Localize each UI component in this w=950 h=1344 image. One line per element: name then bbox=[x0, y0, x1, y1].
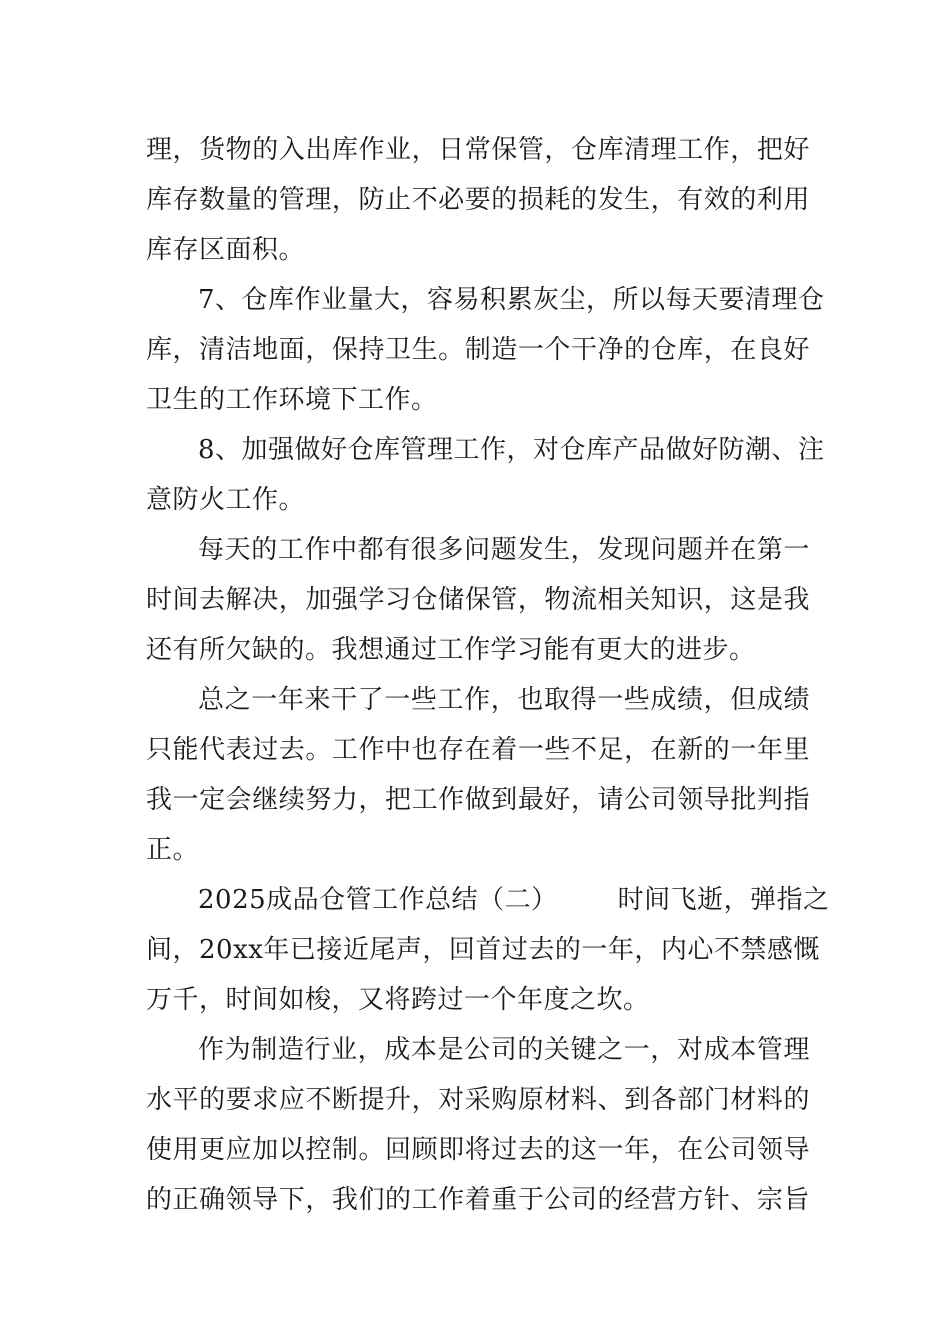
text-line: 理，货物的入出库作业，日常保管，仓库清理工作，把好 bbox=[146, 135, 810, 165]
text-line: 作为制造行业，成本是公司的关键之一，对成本管理 bbox=[198, 1035, 810, 1065]
text-line: 时间去解决，加强学习仓储保管，物流相关知识，这是我 bbox=[146, 585, 810, 615]
text-line: 8、加强做好仓库管理工作，对仓库产品做好防潮、注 bbox=[198, 435, 825, 465]
text-line: 库，清洁地面，保持卫生。制造一个干净的仓库，在良好 bbox=[146, 335, 810, 365]
text-line: 意防火工作。 bbox=[146, 485, 306, 515]
section-heading-line bbox=[198, 880, 830, 920]
text-line: 间，20xx年已接近尾声，回首过去的一年，内心不禁感慨 bbox=[146, 935, 820, 965]
text-line: 卫生的工作环境下工作。 bbox=[146, 385, 438, 415]
text-line: 万千，时间如梭，又将跨过一个年度之坎。 bbox=[146, 985, 650, 1015]
text-line: 库存数量的管理，防止不必要的损耗的发生，有效的利用 bbox=[146, 185, 810, 215]
text-line: 还有所欠缺的。我想通过工作学习能有更大的进步。 bbox=[146, 635, 756, 665]
text-line: 库存区面积。 bbox=[146, 235, 306, 265]
text-line: 每天的工作中都有很多问题发生，发现问题并在第一 bbox=[198, 535, 810, 565]
text-line: 7、仓库作业量大，容易积累灰尘，所以每天要清理仓 bbox=[198, 285, 825, 315]
text-line: 总之一年来干了一些工作，也取得一些成绩，但成绩 bbox=[198, 685, 810, 715]
text-line: 水平的要求应不断提升，对采购原材料、到各部门材料的 bbox=[146, 1085, 810, 1115]
text-line: 使用更应加以控制。回顾即将过去的这一年，在公司领导 bbox=[146, 1135, 810, 1165]
section-heading: 2025成品仓管工作总结（二） bbox=[198, 885, 558, 915]
text-line: 我一定会继续努力，把工作做到最好，请公司领导批判指 bbox=[146, 785, 810, 815]
heading-tail-text: 时间飞逝，弹指之 bbox=[617, 885, 830, 915]
text-line: 只能代表过去。工作中也存在着一些不足，在新的一年里 bbox=[146, 735, 810, 765]
text-line: 的正确领导下，我们的工作着重于公司的经营方针、宗旨 bbox=[146, 1185, 810, 1215]
text-line: 正。 bbox=[146, 835, 200, 865]
